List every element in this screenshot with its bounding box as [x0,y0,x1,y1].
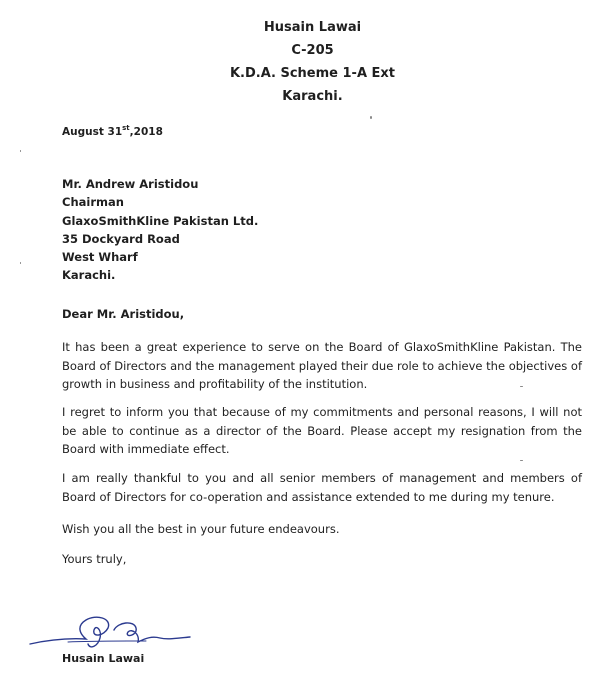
recipient-area: West Wharf [62,250,138,265]
scan-speck [370,116,372,119]
recipient-city: Karachi. [62,268,116,283]
sender-address-line-3: Karachi. [282,89,343,104]
salutation: Dear Mr. Aristidou, [62,307,185,321]
scan-speck [20,262,21,264]
recipient-address-block [62,175,258,285]
scan-speck [520,460,523,461]
letter-date [62,124,163,138]
sender-address-line-1: C-205 [291,43,334,58]
date-year: ,2018 [129,126,163,138]
recipient-company: GlaxoSmithKline Pakistan Ltd. [62,213,259,228]
sender-name: Husain Lawai [263,20,362,35]
letterhead [0,16,609,108]
handwritten-signature [28,608,198,656]
body-paragraph-3: I am really thankful to you and all senior members of management and members of Board of Directors for co-operation and assistance extended to me during my tenure. [62,471,582,504]
body-paragraph-2: I regret to inform you that because of my commitments and personal reasons, I will not be able to continue as a director of the Board. Please accept my resignation from the Board with immediate effect. [62,405,582,456]
recipient-street: 35 Dockyard Road [62,231,180,246]
recipient-name: Mr. Andrew Aristidou [62,177,199,191]
date-month-day: August 31 [62,126,123,138]
scan-speck [20,150,21,152]
closing: Yours truly, [62,552,127,566]
date-suffix: st [122,124,130,132]
sender-address-line-2: K.D.A. Scheme 1-A Ext [229,66,396,81]
scan-speck [520,386,523,387]
recipient-title: Chairman [62,195,124,210]
body-paragraph-4: Wish you all the best in your future endeavours. [62,522,340,536]
signer-name: Husain Lawai [62,652,145,665]
body-paragraph-1: It has been a great experience to serve on the Board of GlaxoSmithKline Pakistan. The Board of Directors and the management played their due role to achieve the objectives of growth in business and profitability of the institution. [62,340,582,391]
